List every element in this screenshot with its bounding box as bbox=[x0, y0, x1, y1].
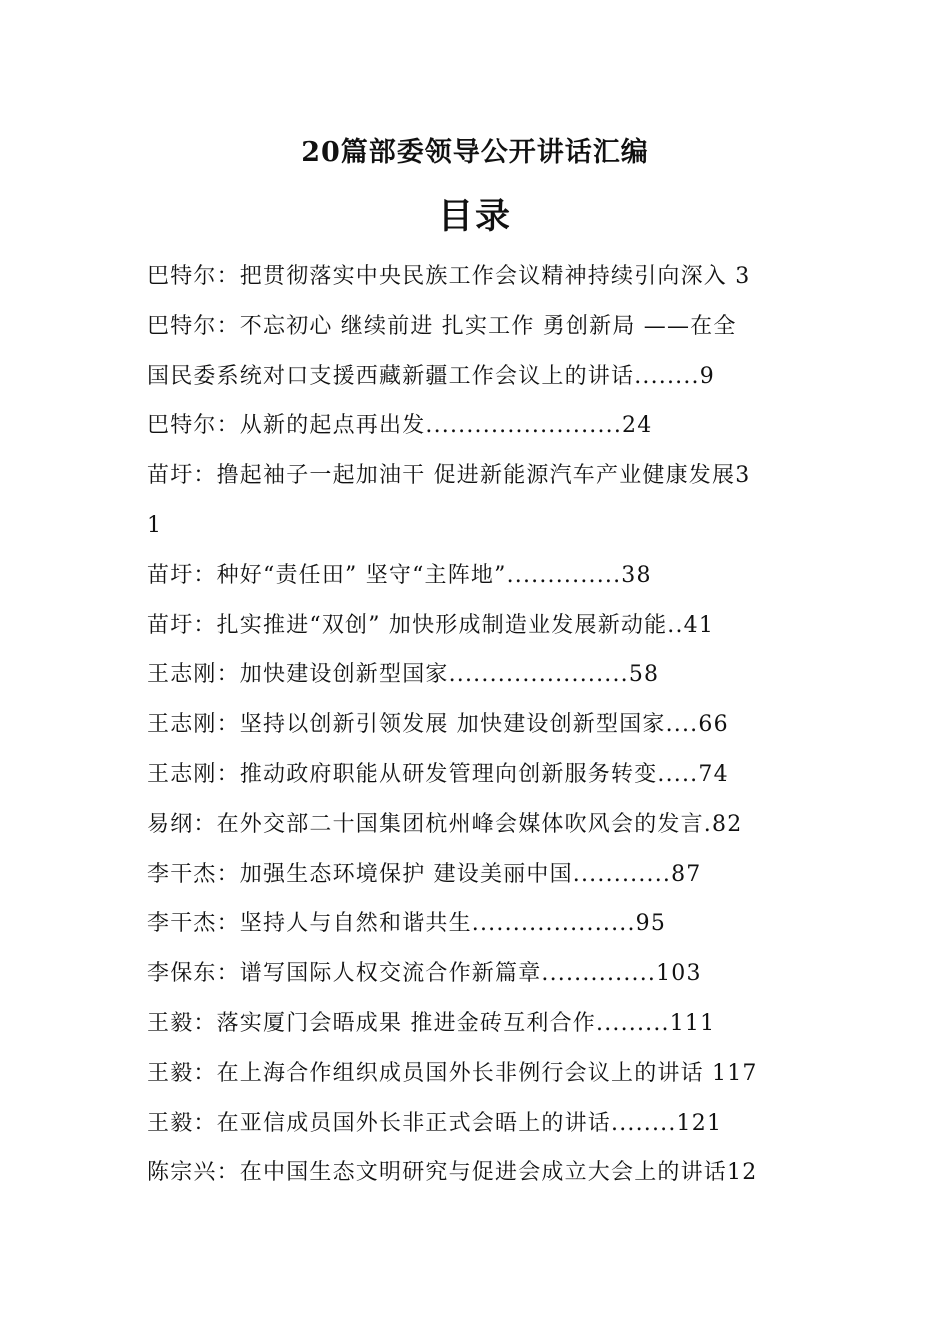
toc-entry: 苗圩：撸起袖子一起加油干 促进新能源汽车产业健康发展3 bbox=[147, 463, 751, 489]
toc-entry: 巴特尔：把贯彻落实中央民族工作会议精神持续引向深入 3 bbox=[147, 264, 751, 289]
toc-entry: 王志刚：推动政府职能从研发管理向创新服务转变.....74 bbox=[147, 761, 729, 787]
toc-entry-continuation: 1 bbox=[147, 512, 163, 538]
toc-entry: 李保东：谱写国际人权交流合作新篇章..............103 bbox=[147, 961, 702, 987]
table-of-contents bbox=[147, 252, 807, 1198]
toc-entry: 苗圩：扎实推进“双创” 加快形成制造业发展新动能..41 bbox=[147, 612, 715, 638]
toc-entry: 巴特尔：从新的起点再出发........................24 bbox=[147, 413, 653, 439]
toc-entry: 王毅：落实厦门会晤成果 推进金砖互利合作.........111 bbox=[147, 1010, 716, 1036]
toc-entry: 李干杰：坚持人与自然和谐共生....................95 bbox=[147, 911, 667, 937]
toc-entry-continuation: 国民委系统对口支援西藏新疆工作会议上的讲话........9 bbox=[147, 363, 715, 389]
toc-entry: 王志刚：加快建设创新型国家......................58 bbox=[147, 662, 660, 688]
toc-entry: 陈宗兴：在中国生态文明研究与促进会成立大会上的讲话12 bbox=[147, 1160, 758, 1186]
toc-entry: 李干杰：加强生态环境保护 建设美丽中国............87 bbox=[147, 861, 702, 887]
toc-entry: 王志刚：坚持以创新引领发展 加快建设创新型国家....66 bbox=[147, 712, 729, 738]
toc-entry: 王毅：在亚信成员国外长非正式会晤上的讲话........121 bbox=[147, 1110, 723, 1136]
toc-entry: 巴特尔：不忘初心 继续前进 扎实工作 勇创新局 ——在全 bbox=[147, 313, 737, 339]
toc-entry: 王毅：在上海合作组织成员国外长非例行会议上的讲话 117 bbox=[147, 1060, 758, 1086]
toc-entry: 易纲：在外交部二十国集团杭州峰会媒体吹风会的发言.82 bbox=[147, 811, 743, 837]
toc-heading: 目录 bbox=[437, 196, 512, 237]
document-title: 20篇部委领导公开讲话汇编 bbox=[301, 137, 649, 168]
toc-entry: 苗圩：种好“责任田” 坚守“主阵地”..............38 bbox=[147, 562, 652, 588]
